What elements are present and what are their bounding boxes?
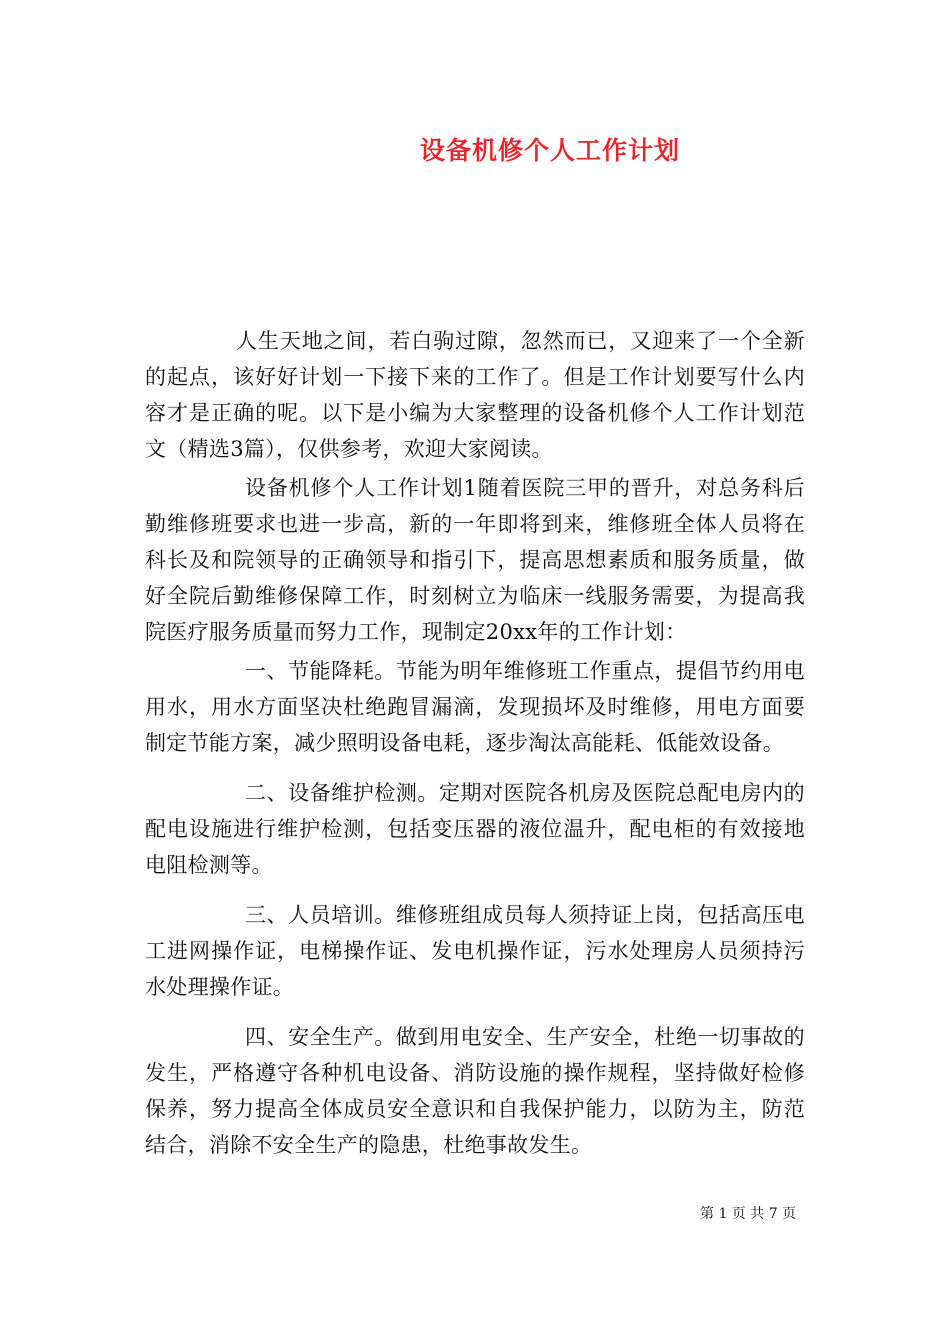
paragraph-plan-1: 设备机修个人工作计划1随着医院三甲的晋升，对总务科后勤维修班要求也进一步高，新的一年即将到来，维修班全体人员将在科长及和院领导的正确领导和指引下，提高思想素质和服务质量，做好全院后勤维修保障工作，时刻树立为临床一线服务需要，为提高我院医疗服务质量而努力工作，现制定20xx年的工作计划： [145,476,805,644]
paragraph-equipment-maintenance: 二、设备维护检测。定期对医院各机房及医院总配电房内的配电设施进行维护检测，包括变压器的液位温升，配电柜的有效接地电阻检测等。 [145,781,805,877]
paragraph-energy-saving: 一、节能降耗。节能为明年维修班工作重点，提倡节约用电用水，用水方面坚决杜绝跑冒漏滴，发现损坏及时维修，用电方面要制定节能方案，减少照明设备电耗，逐步淘汰高能耗、低能效设备。 [145,659,805,755]
paragraph-intro: 人生天地之间，若白驹过隙，忽然而已，又迎来了一个全新的起点，该好好计划一下接下来的工作了。但是工作计划要写什么内容才是正确的呢。以下是小编为大家整理的设备机修个人工作计划范文（精选3篇），仅供参考，欢迎大家阅读。 [145,329,805,461]
paragraph-staff-training: 三、人员培训。维修班组成员每人须持证上岗，包括高压电工进网操作证，电梯操作证、发电机操作证，污水处理房人员须持污水处理操作证。 [145,903,805,999]
document-title: 设备机修个人工作计划 [419,136,680,165]
page-number: 第 1 页 共 7 页 [700,1206,797,1222]
document-body [145,323,805,1163]
paragraph-safety-production: 四、安全生产。做到用电安全、生产安全，杜绝一切事故的发生，严格遵守各种机电设备、消防设施的操作规程，坚持做好检修保养，努力提高全体成员安全意识和自我保护能力，以防为主，防范结合，消除不安全生产的隐患，杜绝事故发生。 [145,1025,805,1157]
